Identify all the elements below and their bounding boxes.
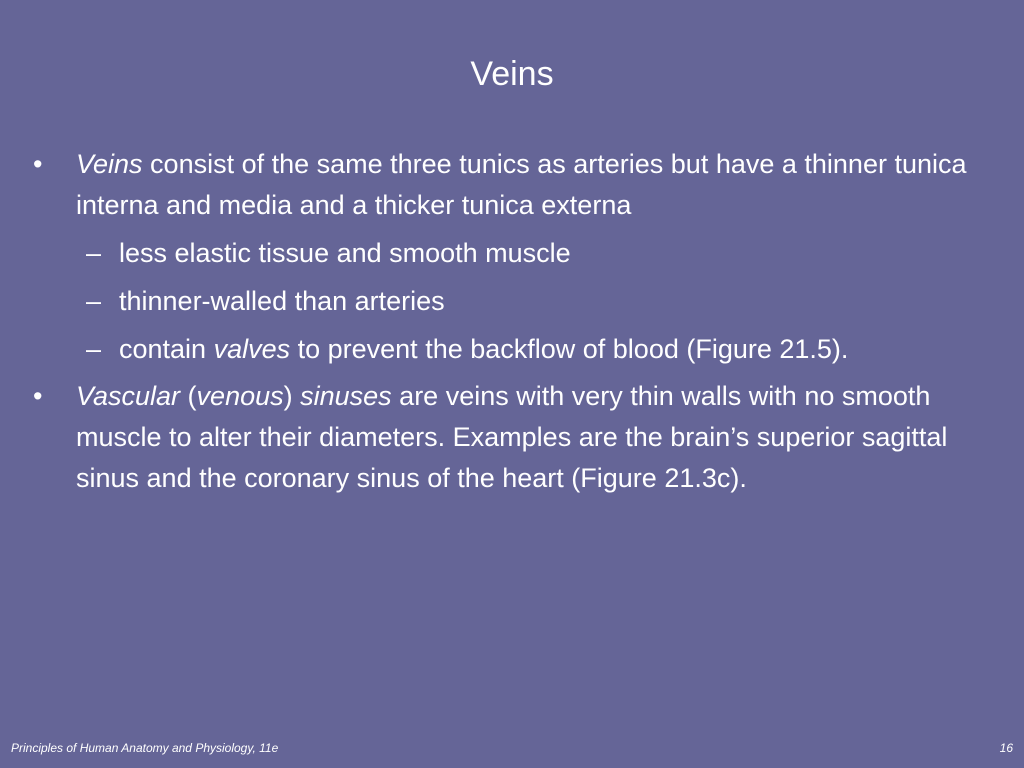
bullet-veins-text: consist of the same three tunics as arteries but have a thinner tunica interna and media and a thicker tunica externa xyxy=(76,149,967,220)
page-number: 16 xyxy=(999,741,1013,755)
sub-item-marker: – xyxy=(86,238,102,268)
term-venous: venous xyxy=(196,381,284,411)
bullet-marker: • xyxy=(33,149,43,179)
paren-open: ( xyxy=(180,381,197,411)
bullet-marker: • xyxy=(33,381,43,411)
footer-source: Principles of Human Anatomy and Physiology, 11e xyxy=(11,741,279,755)
term-valves: valves xyxy=(213,334,291,364)
sub-item-text: less elastic tissue and smooth muscle xyxy=(119,238,571,268)
sub-item-prefix: contain xyxy=(119,334,214,364)
bullet-veins xyxy=(30,144,992,226)
term-veins: Veins xyxy=(76,149,143,179)
bullet-sinuses-text: are veins with very thin walls with no smooth muscle to alter their diameters. Examples are the brain’s superior sagittal sinus and the coronary sinus of the heart (Figure 21.3c). xyxy=(76,381,948,493)
sub-item-marker: – xyxy=(86,334,102,364)
sub-item-elastic-tissue xyxy=(30,233,992,274)
slide-title: Veins xyxy=(470,55,554,93)
sub-item-thinner-walled xyxy=(30,281,992,322)
term-sinuses: sinuses xyxy=(300,381,392,411)
term-vascular: Vascular xyxy=(76,381,181,411)
sub-item-marker: – xyxy=(86,286,102,316)
sub-item-suffix: to prevent the backflow of blood (Figure 21.5). xyxy=(290,334,849,364)
paren-close: ) xyxy=(283,381,301,411)
slide-body xyxy=(30,144,992,499)
sub-item-text: thinner-walled than arteries xyxy=(119,286,445,316)
bullet-vascular-sinuses xyxy=(30,376,992,499)
sub-item-valves xyxy=(30,329,992,370)
